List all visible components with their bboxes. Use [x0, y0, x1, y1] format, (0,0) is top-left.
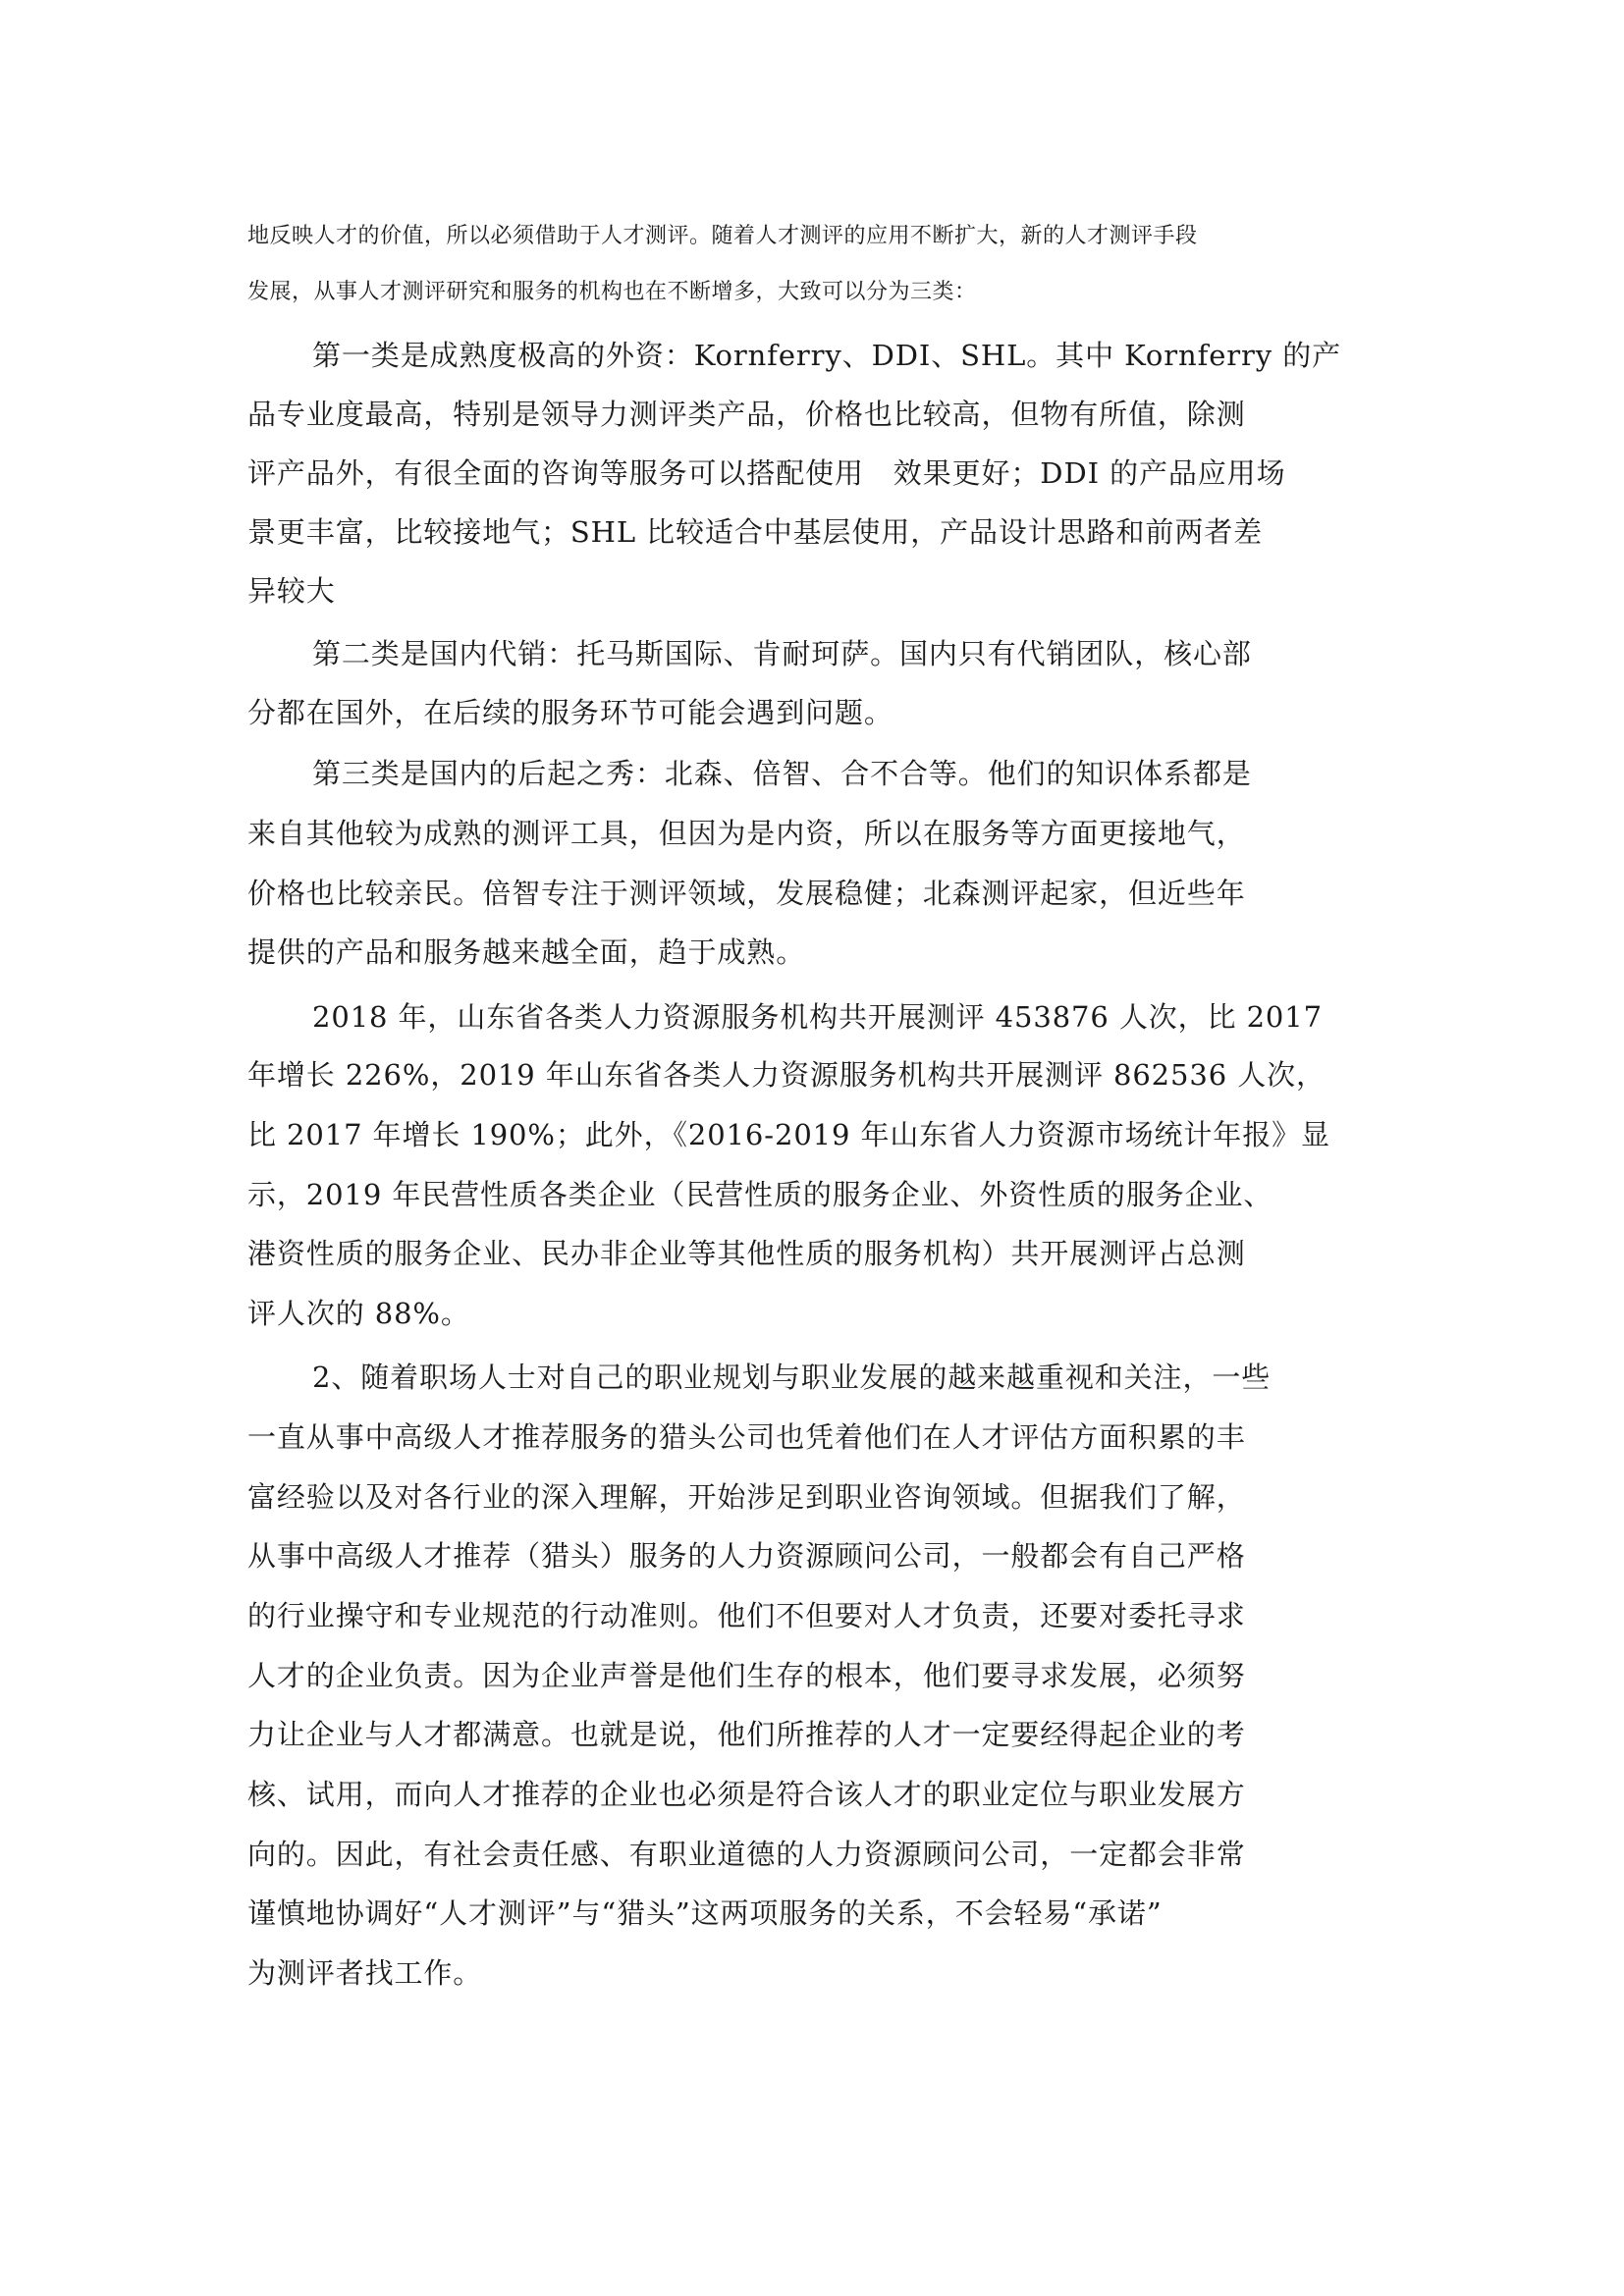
paragraph-start-line: 第一类是成熟度极高的外资：Kornferry、DDI、SHL。其中 Kornferry 的产 [312, 339, 1341, 372]
text-line: 港资性质的服务企业、民办非企业等其他性质的服务机构）共开展测评占总测 [247, 1237, 1246, 1270]
text-line: 发展，从事人才测评研究和服务的机构也在不断增多，大致可以分为三类： [247, 280, 977, 304]
text-line: 价格也比较亲民。倍智专注于测评领域，发展稳健；北森测评起家，但近些年 [247, 877, 1246, 910]
paragraph-start-line: 第三类是国内的后起之秀：北森、倍智、合不合等。他们的知识体系都是 [312, 757, 1252, 790]
paragraph-start-line: 第二类是国内代销：托马斯国际、肯耐珂萨。国内只有代销团队，核心部 [312, 637, 1252, 670]
text-line: 从事中高级人才推荐（猎头）服务的人力资源顾问公司，一般都会有自己严格 [247, 1539, 1246, 1573]
text-line: 富经验以及对各行业的深入理解，开始涉足到职业咨询领域。但据我们了解， [247, 1480, 1246, 1514]
text-line: 一直从事中高级人才推荐服务的猎头公司也凭着他们在人才评估方面积累的丰 [247, 1420, 1246, 1454]
paragraph-start-line: 2、随着职场人士对自己的职业规划与职业发展的越来越重视和关注，一些 [312, 1361, 1272, 1394]
text-line: 评人次的 88%。 [247, 1297, 470, 1330]
text-line: 人才的企业负责。因为企业声誉是他们生存的根本，他们要寻求发展，必须努 [247, 1659, 1246, 1692]
text-line: 地反映人才的价值，所以必须借助于人才测评。随着人才测评的应用不断扩大，新的人才测评手段 [247, 224, 1198, 248]
text-line: 分都在国外，在后续的服务环节可能会遇到问题。 [247, 696, 893, 729]
text-line: 景更丰富，比较接地气；SHL 比较适合中基层使用，产品设计思路和前两者差 [247, 515, 1264, 549]
text-line: 来自其他较为成熟的测评工具，但因为是内资，所以在服务等方面更接地气， [247, 817, 1246, 850]
text-line: 示，2019 年民营性质各类企业（民营性质的服务企业、外资性质的服务企业、 [247, 1178, 1273, 1211]
text-line: 评产品外，有很全面的咨询等服务可以搭配使用 效果更好；DDI 的产品应用场 [247, 456, 1286, 490]
text-line: 提供的产品和服务越来越全面，趋于成熟。 [247, 935, 806, 969]
text-line: 力让企业与人才都满意。也就是说，他们所推荐的人才一定要经得起企业的考 [247, 1718, 1246, 1751]
text-line: 谨慎地协调好“人才测评”与“猎头”这两项服务的关系，不会轻易“承诺” [247, 1896, 1163, 1930]
paragraph-start-line: 2018 年，山东省各类人力资源服务机构共开展测评 453876 人次，比 2017 [312, 1000, 1323, 1034]
text-line: 为测评者找工作。 [247, 1956, 483, 1990]
text-line: 向的。因此，有社会责任感、有职业道德的人力资源顾问公司，一定都会非常 [247, 1838, 1246, 1871]
text-line: 异较大 [247, 574, 336, 608]
text-line: 的行业操守和专业规范的行动准则。他们不但要对人才负责，还要对委托寻求 [247, 1599, 1246, 1632]
text-line: 核、试用，而向人才推荐的企业也必须是符合该人才的职业定位与职业发展方 [247, 1778, 1246, 1811]
text-line: 品专业度最高，特别是领导力测评类产品，价格也比较高，但物有所值，除测 [247, 398, 1246, 431]
text-line: 年增长 226%，2019 年山东省各类人力资源服务机构共开展测评 862536 人次， [247, 1058, 1326, 1092]
text-line: 比 2017 年增长 190%；此外，《2016-2019 年山东省人力资源市场统计年报》显 [247, 1118, 1330, 1151]
